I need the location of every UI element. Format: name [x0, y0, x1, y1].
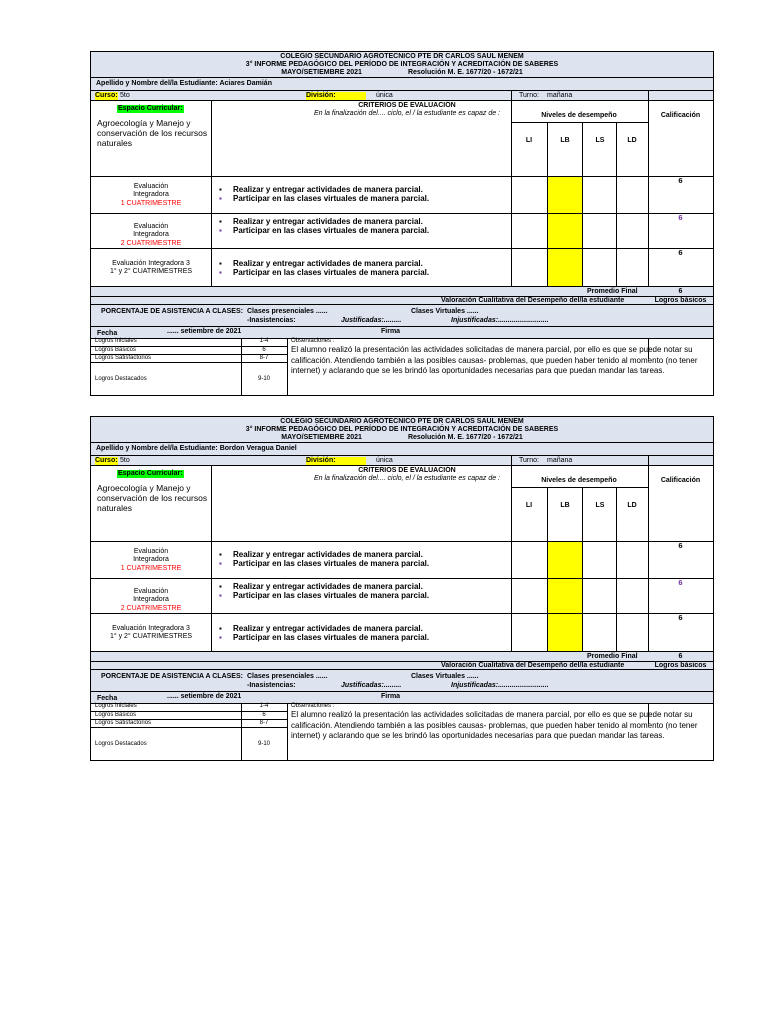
- evaluation-2-grade: 6: [678, 578, 683, 587]
- lb-highlight: [548, 249, 582, 286]
- attendance-row: [91, 669, 713, 691]
- curricular-space-label: Espacio Curricular:: [118, 470, 183, 477]
- evaluation-2-criteria: ▪ Realizar y entregar actividades de manera parcial. ▪ Participar en las clases virtuales de manera parcial.: [219, 217, 430, 236]
- qualitative-row: [91, 296, 713, 304]
- legend-row: Logros Iniciales 1-4: [95, 703, 269, 709]
- evaluation-1-criteria: ▪ Realizar y entregar actividades de manera parcial. ▪ Participar en las clases virtuales de manera parcial.: [219, 185, 430, 204]
- lb-highlight: [548, 177, 582, 213]
- division-label: División:: [306, 92, 366, 100]
- criteria-title: CRITERIOS DE EVALUACIÓN: [358, 467, 456, 474]
- evaluation-1-label: Evaluación Integradora 1 CUATRIMESTRE: [120, 183, 182, 207]
- student-name: Bordon Veragua Daniel: [219, 445, 297, 452]
- absences-label: -Inasistencias:: [247, 317, 296, 324]
- attendance-virtual: Clases Virtuales ......: [411, 673, 479, 680]
- observations: [287, 703, 713, 741]
- course-label: Curso:: [95, 457, 118, 464]
- final-average-row: [91, 286, 713, 296]
- division-value: única: [376, 457, 393, 464]
- report-card: [90, 51, 714, 396]
- date-label: Fecha: [97, 330, 118, 337]
- date-value: ...... setiembre de 2021: [167, 328, 242, 335]
- subject-name: Agroecología y Manejo y conservación de los recursos naturales: [97, 483, 208, 513]
- lb-highlight: [548, 214, 582, 248]
- shift-label: Turno:: [519, 92, 539, 99]
- resolution: Resolución M. E. 1677/20 - 1672/21: [407, 434, 523, 441]
- level-ls: LS: [595, 502, 605, 509]
- observations-text: El alumno realizó la presentación las actividades solicitadas de manera parcial, por ello es que se puede notar su calificación. Atendiendo también a las posibles causas- problemas, que pueden haber tenido al momento (no tener internet) y aclarando que se les brindó las oportunidades necesarias para que puedan mandar las tareas.: [291, 710, 698, 740]
- period: MAYO/SETIEMBRE 2021: [281, 69, 362, 76]
- legend-row: Logros Satisfactorios 8-7: [91, 719, 287, 727]
- evaluation-2-label: Evaluación Integradora 2 CUATRIMESTRE: [120, 588, 182, 612]
- date-row: [91, 326, 713, 338]
- absences-label: -Inasistencias:: [247, 682, 296, 689]
- signature-label: Firma: [381, 693, 401, 700]
- attendance-label: PORCENTAJE DE ASISTENCIA A CLASES:: [101, 673, 243, 680]
- evaluation-3-grade: 6: [678, 613, 683, 622]
- final-average-value: 6: [678, 653, 683, 660]
- final-average-row: [91, 651, 713, 661]
- course-row: [91, 456, 713, 466]
- attendance-row: [91, 304, 713, 326]
- final-average-value: 6: [678, 288, 683, 295]
- report-title: 3° INFORME PEDAGÓGICO DEL PERÍODO DE INTEGRACIÓN Y ACREDITACIÓN DE SABERES: [245, 426, 559, 433]
- evaluation-1-label: Evaluación Integradora 1 CUATRIMESTRE: [120, 548, 182, 572]
- evaluation-3-label: Evaluación Integradora 3 1° y 2° CUATRIMESTRES: [109, 260, 193, 276]
- observations-label: Observaciones :: [291, 703, 335, 709]
- student-name: Aciares Damián: [219, 80, 272, 87]
- level-li: LI: [525, 502, 533, 509]
- legend-row: Logros Básicos 6: [91, 346, 287, 354]
- grade-title: Calificación: [660, 477, 701, 484]
- report-header: [91, 417, 713, 443]
- lb-highlight: [548, 542, 582, 578]
- division-value: única: [376, 92, 393, 99]
- lb-highlight: [548, 579, 582, 613]
- attendance-label: PORCENTAJE DE ASISTENCIA A CLASES:: [101, 308, 243, 315]
- lb-highlight: [548, 614, 582, 651]
- observations: [287, 338, 713, 376]
- report-header: [91, 52, 713, 78]
- unjustified-label: Injustificadas:..........................: [451, 317, 549, 324]
- student-row: [91, 443, 713, 456]
- report-card: [90, 416, 714, 761]
- qualitative-value: Logros básicos: [654, 662, 707, 669]
- level-li: LI: [525, 137, 533, 144]
- course-row: [91, 91, 713, 101]
- qualitative-label: Valoración Cualitativa del Desempeño del/la estudiante: [441, 662, 625, 669]
- school-name: COLEGIO SECUNDARIO AGROTECNICO PTE DR CARLOS SAUL MENEM: [280, 418, 524, 425]
- division-label: División:: [306, 457, 366, 465]
- legend-row: Logros Destacados 9-10: [91, 362, 287, 395]
- legend-row: Logros Destacados 9-10: [91, 727, 287, 760]
- course-label: Curso:: [95, 92, 118, 99]
- school-name: COLEGIO SECUNDARIO AGROTECNICO PTE DR CARLOS SAUL MENEM: [280, 53, 524, 60]
- evaluation-3-label: Evaluación Integradora 3 1° y 2° CUATRIMESTRES: [109, 625, 193, 641]
- date-row: [91, 691, 713, 703]
- student-row: [91, 78, 713, 91]
- attendance-virtual: Clases Virtuales ......: [411, 308, 479, 315]
- shift-value: mañana: [547, 457, 573, 464]
- unjustified-label: Injustificadas:..........................: [451, 682, 549, 689]
- observations-label: Observaciones :: [291, 338, 335, 344]
- evaluation-3-grade: 6: [678, 248, 683, 257]
- date-label: Fecha: [97, 695, 118, 702]
- legend-row: Logros Iniciales 1-4: [95, 338, 269, 344]
- levels-title: Niveles de desempeño: [541, 477, 617, 484]
- justified-label: Justificadas:.........: [341, 317, 402, 324]
- grade-title: Calificación: [660, 112, 701, 119]
- evaluation-3-criteria: ▪ Realizar y entregar actividades de manera parcial. ▪ Participar en las clases virtuales de manera parcial.: [219, 624, 430, 643]
- signature-label: Firma: [381, 328, 401, 335]
- evaluation-1-grade: 6: [678, 541, 683, 550]
- criteria-title: CRITERIOS DE EVALUACIÓN: [358, 102, 456, 109]
- justified-label: Justificadas:.........: [341, 682, 402, 689]
- period: MAYO/SETIEMBRE 2021: [281, 434, 362, 441]
- subject-name: Agroecología y Manejo y conservación de los recursos naturales: [97, 118, 208, 148]
- date-value: ...... setiembre de 2021: [167, 693, 242, 700]
- level-lb: LB: [560, 502, 570, 509]
- levels-title: Niveles de desempeño: [541, 112, 617, 119]
- resolution: Resolución M. E. 1677/20 - 1672/21: [407, 69, 523, 76]
- final-average-label: Promedio Final: [587, 653, 638, 660]
- student-label: Apellido y Nombre del/la Estudiante:: [96, 445, 218, 452]
- level-ld: LD: [627, 137, 637, 144]
- attendance-presential: Clases presenciales ......: [247, 673, 328, 680]
- level-ls: LS: [595, 137, 605, 144]
- level-ld: LD: [627, 502, 637, 509]
- evaluation-2-criteria: ▪ Realizar y entregar actividades de manera parcial. ▪ Participar en las clases virtuales de manera parcial.: [219, 582, 430, 601]
- evaluation-3-criteria: ▪ Realizar y entregar actividades de manera parcial. ▪ Participar en las clases virtuales de manera parcial.: [219, 259, 430, 278]
- final-average-label: Promedio Final: [587, 288, 638, 295]
- curricular-space-label: Espacio Curricular:: [118, 105, 183, 112]
- evaluation-2-grade: 6: [678, 213, 683, 222]
- criteria-subtitle: En la finalización del.... ciclo, el / la estudiante es capaz de :: [314, 110, 500, 117]
- evaluation-1-criteria: ▪ Realizar y entregar actividades de manera parcial. ▪ Participar en las clases virtuales de manera parcial.: [219, 550, 430, 569]
- qualitative-label: Valoración Cualitativa del Desempeño del/la estudiante: [441, 297, 625, 304]
- criteria-subtitle: En la finalización del.... ciclo, el / la estudiante es capaz de :: [314, 475, 500, 482]
- legend-row: Logros Básicos 6: [91, 711, 287, 719]
- attendance-presential: Clases presenciales ......: [247, 308, 328, 315]
- observations-text: El alumno realizó la presentación las actividades solicitadas de manera parcial, por ello es que se puede notar su calificación. Atendiendo también a las posibles causas- problemas, que pueden haber tenido al momento (no tener internet) y aclarando que se les brindó las oportunidades necesarias para que puedan mandar las tareas.: [291, 345, 698, 375]
- student-label: Apellido y Nombre del/la Estudiante:: [96, 80, 218, 87]
- evaluation-1-grade: 6: [678, 176, 683, 185]
- shift-value: mañana: [547, 92, 573, 99]
- shift-label: Turno:: [519, 457, 539, 464]
- qualitative-row: [91, 661, 713, 669]
- legend-row: Logros Satisfactorios 8-7: [91, 354, 287, 362]
- qualitative-value: Logros básicos: [654, 297, 707, 304]
- course-value: 5to: [120, 457, 130, 464]
- report-title: 3° INFORME PEDAGÓGICO DEL PERÍODO DE INTEGRACIÓN Y ACREDITACIÓN DE SABERES: [245, 61, 559, 68]
- level-lb: LB: [560, 137, 570, 144]
- course-value: 5to: [120, 92, 130, 99]
- evaluation-2-label: Evaluación Integradora 2 CUATRIMESTRE: [120, 223, 182, 247]
